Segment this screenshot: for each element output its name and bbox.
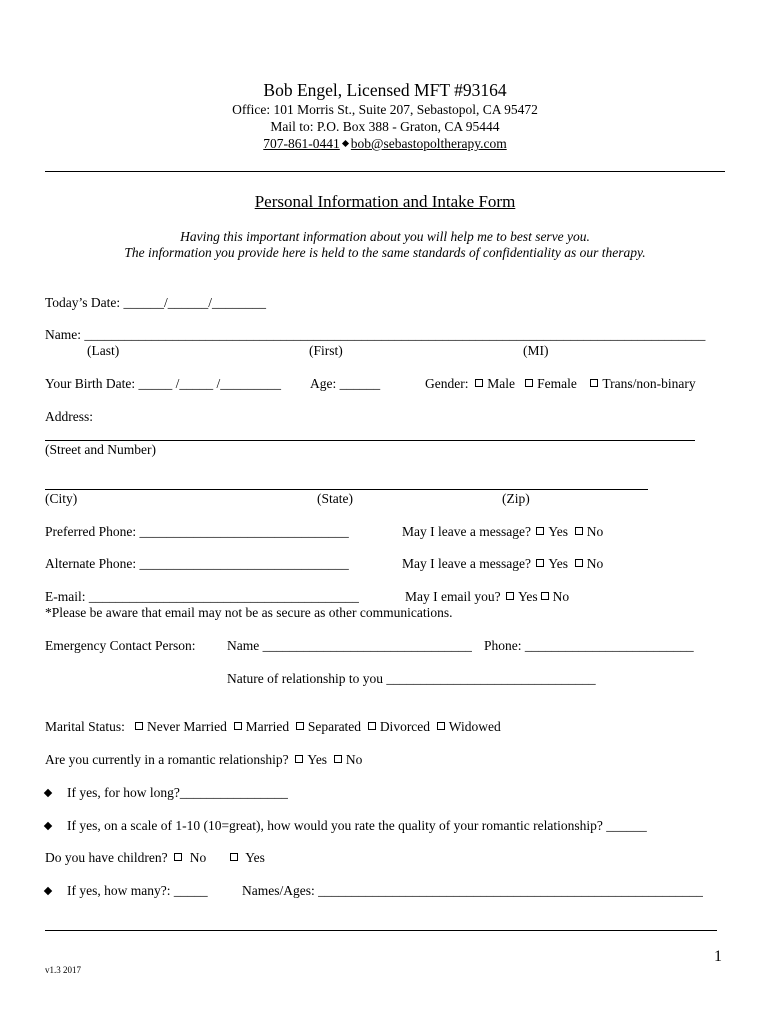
email-security-note: *Please be aware that email may not be as secure as other communications. bbox=[45, 605, 453, 620]
children-question: Do you have children? bbox=[45, 850, 168, 865]
gender-label: Gender: bbox=[425, 376, 469, 391]
gender-female-label: Female bbox=[537, 376, 577, 391]
relationship-field[interactable]: Nature of relationship to you _______________________________ bbox=[227, 671, 596, 686]
marital-widowed-checkbox[interactable] bbox=[437, 722, 445, 730]
no-label: No bbox=[345, 752, 363, 767]
no-label: No bbox=[586, 524, 604, 539]
gender-trans-label: Trans/non-binary bbox=[602, 376, 696, 391]
marital-never-label: Never Married bbox=[147, 719, 227, 734]
no-label: No bbox=[552, 589, 570, 604]
children-names-ages-field[interactable]: Names/Ages: _________________________________________________________ bbox=[242, 883, 703, 898]
email-field[interactable]: E-mail: ________________________________________ bbox=[45, 589, 359, 604]
name-mi-caption: (MI) bbox=[523, 343, 549, 358]
email-permission-question: May I email you? bbox=[405, 589, 501, 604]
bullet-icon bbox=[44, 887, 52, 895]
yes-label: Yes bbox=[307, 752, 328, 767]
practitioner-name: Bob Engel, Licensed MFT #93164 bbox=[263, 80, 507, 100]
romantic-question: Are you currently in a romantic relationship? bbox=[45, 752, 289, 767]
preferred-message-group bbox=[402, 525, 603, 539]
yes-label: Yes bbox=[517, 589, 538, 604]
romantic-relationship-group bbox=[45, 753, 362, 767]
preferred-phone-field[interactable]: Preferred Phone: _______________________________ bbox=[45, 524, 349, 539]
alternate-phone-field[interactable]: Alternate Phone: _______________________________ bbox=[45, 556, 349, 571]
yes-label: Yes bbox=[548, 556, 568, 571]
romantic-no-checkbox[interactable] bbox=[334, 755, 342, 763]
city-input-line[interactable] bbox=[45, 489, 648, 490]
preferred-message-no-checkbox[interactable] bbox=[575, 527, 583, 535]
relationship-length-field[interactable]: If yes, for how long?________________ bbox=[67, 785, 288, 800]
alternate-message-group bbox=[402, 557, 603, 571]
gender-group bbox=[425, 377, 696, 391]
name-last-caption: (Last) bbox=[87, 343, 120, 358]
marital-married-label: Married bbox=[245, 719, 290, 734]
romantic-yes-checkbox[interactable] bbox=[295, 755, 303, 763]
email-link[interactable]: bob@sebastopoltherapy.com bbox=[350, 136, 507, 151]
children-no-checkbox[interactable] bbox=[174, 853, 182, 861]
no-label: No bbox=[586, 556, 604, 571]
page-number: 1 bbox=[714, 948, 722, 965]
preferred-message-yes-checkbox[interactable] bbox=[536, 527, 544, 535]
contact-line bbox=[0, 137, 770, 151]
children-group bbox=[45, 851, 265, 865]
office-address: Office: 101 Morris St., Suite 207, Sebastopol, CA 95472 bbox=[232, 102, 538, 117]
bullet-icon bbox=[44, 789, 52, 797]
emergency-phone-field[interactable]: Phone: _________________________ bbox=[484, 638, 694, 653]
additional-input-line[interactable] bbox=[45, 930, 717, 931]
gender-male-label: Male bbox=[487, 376, 515, 391]
address-label: Address: bbox=[45, 409, 93, 424]
phone-link[interactable]: 707-861-0441 bbox=[263, 136, 340, 151]
bullet-icon bbox=[44, 822, 52, 830]
marital-separated-checkbox[interactable] bbox=[296, 722, 304, 730]
todays-date-field[interactable]: Today’s Date: ______/______/________ bbox=[45, 295, 267, 310]
emergency-name-field[interactable]: Name _______________________________ bbox=[227, 638, 472, 653]
intro-line-1: Having this important information about you will help me to best serve you. bbox=[180, 229, 590, 244]
marital-never-checkbox[interactable] bbox=[135, 722, 143, 730]
relationship-quality-field[interactable]: If yes, on a scale of 1-10 (10=great), how would you rate the quality of your romantic relationship? ______ bbox=[67, 818, 647, 833]
email-yes-checkbox[interactable] bbox=[506, 592, 514, 600]
zip-caption: (Zip) bbox=[502, 491, 530, 506]
gender-male-checkbox[interactable] bbox=[475, 379, 483, 387]
name-field[interactable]: Name: ____________________________________________________________________________________________ bbox=[45, 327, 706, 342]
alternate-message-no-checkbox[interactable] bbox=[575, 559, 583, 567]
marital-status-group bbox=[45, 720, 501, 734]
mailing-address: Mail to: P.O. Box 388 - Graton, CA 95444 bbox=[270, 119, 500, 134]
yes-label: Yes bbox=[245, 850, 265, 865]
street-caption: (Street and Number) bbox=[45, 442, 156, 457]
version-label: v1.3 2017 bbox=[45, 965, 81, 975]
diamond-separator-icon bbox=[342, 140, 349, 147]
no-label: No bbox=[189, 850, 207, 865]
emergency-contact-label: Emergency Contact Person: bbox=[45, 638, 196, 653]
yes-label: Yes bbox=[548, 524, 568, 539]
gender-trans-checkbox[interactable] bbox=[590, 379, 598, 387]
marital-divorced-checkbox[interactable] bbox=[368, 722, 376, 730]
form-title: Personal Information and Intake Form bbox=[254, 192, 516, 211]
city-caption: (City) bbox=[45, 491, 78, 506]
alternate-message-question: May I leave a message? bbox=[402, 556, 531, 571]
gender-female-checkbox[interactable] bbox=[525, 379, 533, 387]
marital-widowed-label: Widowed bbox=[448, 719, 501, 734]
marital-status-label: Marital Status: bbox=[45, 719, 125, 734]
marital-divorced-label: Divorced bbox=[379, 719, 431, 734]
marital-married-checkbox[interactable] bbox=[234, 722, 242, 730]
header-divider bbox=[45, 171, 725, 172]
children-count-field[interactable]: If yes, how many?: _____ bbox=[67, 883, 208, 898]
email-no-checkbox[interactable] bbox=[541, 592, 549, 600]
birth-date-field[interactable]: Your Birth Date: _____ /_____ /_________ bbox=[45, 376, 282, 391]
intro-line-2: The information you provide here is held to the same standards of confidentiality as our therapy. bbox=[124, 245, 646, 260]
marital-separated-label: Separated bbox=[307, 719, 362, 734]
preferred-message-question: May I leave a message? bbox=[402, 524, 531, 539]
children-yes-checkbox[interactable] bbox=[230, 853, 238, 861]
state-caption: (State) bbox=[317, 491, 353, 506]
name-first-caption: (First) bbox=[309, 343, 343, 358]
alternate-message-yes-checkbox[interactable] bbox=[536, 559, 544, 567]
email-permission-group bbox=[405, 590, 569, 604]
age-field[interactable]: Age: ______ bbox=[310, 376, 381, 391]
street-input-line[interactable] bbox=[45, 440, 695, 441]
